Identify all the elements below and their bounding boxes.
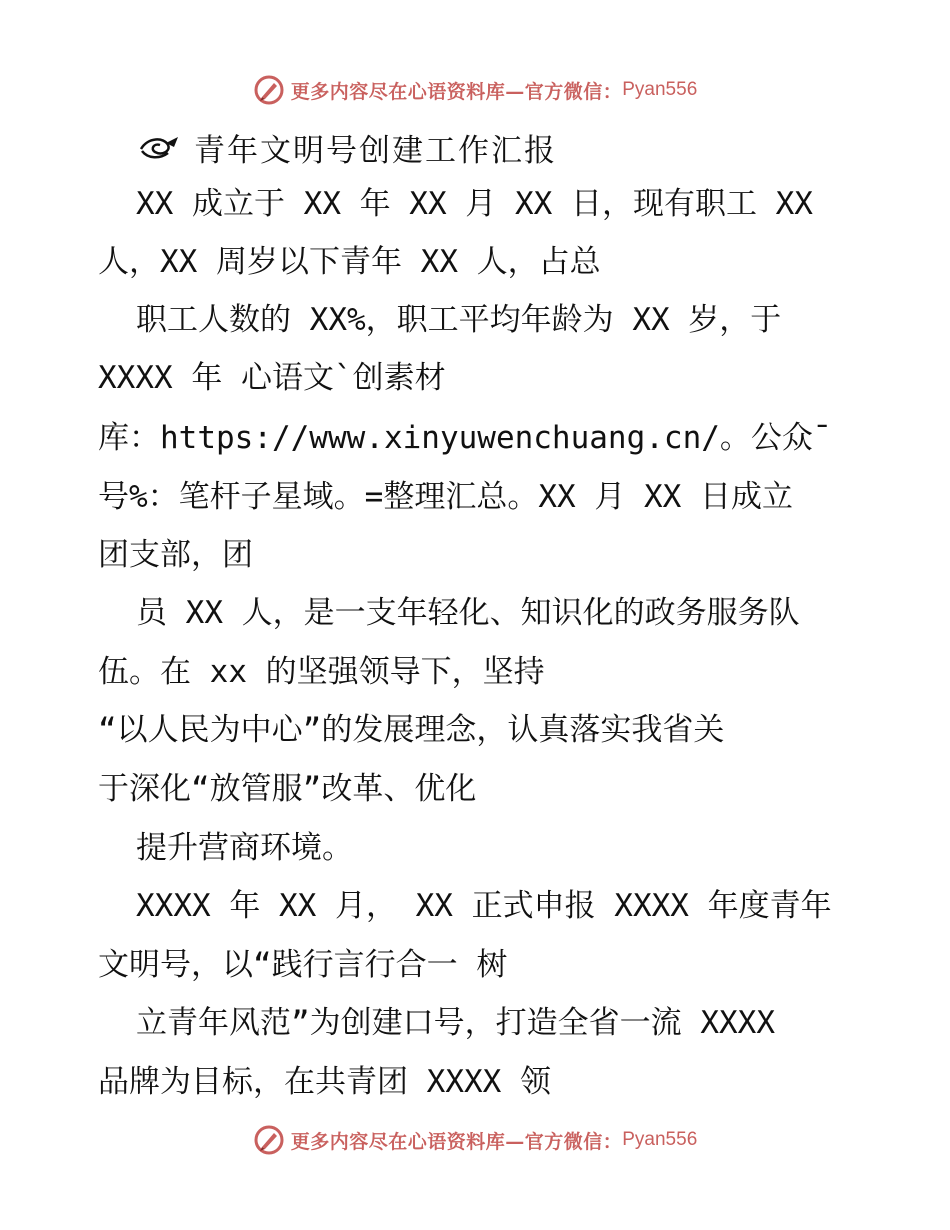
document-heading	[138, 124, 557, 170]
banner-text: 更多内容尽在心语资料库—官方微信：	[290, 80, 623, 103]
body-line: 于深化“放管服”改革、优化	[98, 771, 477, 807]
body-line: 提升营商环境。	[136, 830, 353, 866]
footer-watermark-banner	[0, 1120, 950, 1160]
body-line: “以人民为中心”的发展理念，认真落实我省关	[98, 712, 725, 748]
body-line: 员 XX 人，是一支年轻化、知识化的政务服务队	[136, 595, 800, 631]
body-line: 库：https://www.xinyuwenchuang.cn/。公众¯	[98, 420, 832, 456]
banner-wechat-id: Pyan556	[622, 79, 698, 100]
pen-logo-icon	[253, 74, 285, 106]
body-line: 伍。在 xx 的坚强领导下，坚持	[98, 654, 545, 690]
body-line: 团支部，团	[98, 537, 253, 573]
pen-logo-icon	[253, 1124, 285, 1156]
banner-text: 更多内容尽在心语资料库—官方微信：	[290, 1130, 623, 1153]
body-line: 文明号，以“践行言行合一 树	[98, 947, 508, 983]
heading-title: 青年文明号创建工作汇报	[194, 132, 557, 169]
body-line: 职工人数的 XX%，职工平均年龄为 XX 岁，于	[136, 302, 782, 338]
header-watermark-banner	[0, 70, 950, 110]
body-line: XX 成立于 XX 年 XX 月 XX 日，现有职工 XX	[136, 186, 813, 222]
leaf-bullet-icon	[138, 133, 182, 161]
banner-wechat-id: Pyan556	[622, 1129, 698, 1150]
body-line: XXXX 年 心语文`创素材	[98, 360, 446, 396]
body-line: 人，XX 周岁以下青年 XX 人，占总	[98, 244, 601, 280]
body-line: 品牌为目标，在共青团 XXXX 领	[98, 1064, 551, 1100]
body-line: XXXX 年 XX 月， XX 正式申报 XXXX 年度青年	[136, 888, 832, 924]
body-line: 立青年风范”为创建口号，打造全省一流 XXXX	[136, 1005, 775, 1041]
body-line: 号%：笔杆子星域。=整理汇总。XX 月 XX 日成立	[98, 479, 793, 515]
